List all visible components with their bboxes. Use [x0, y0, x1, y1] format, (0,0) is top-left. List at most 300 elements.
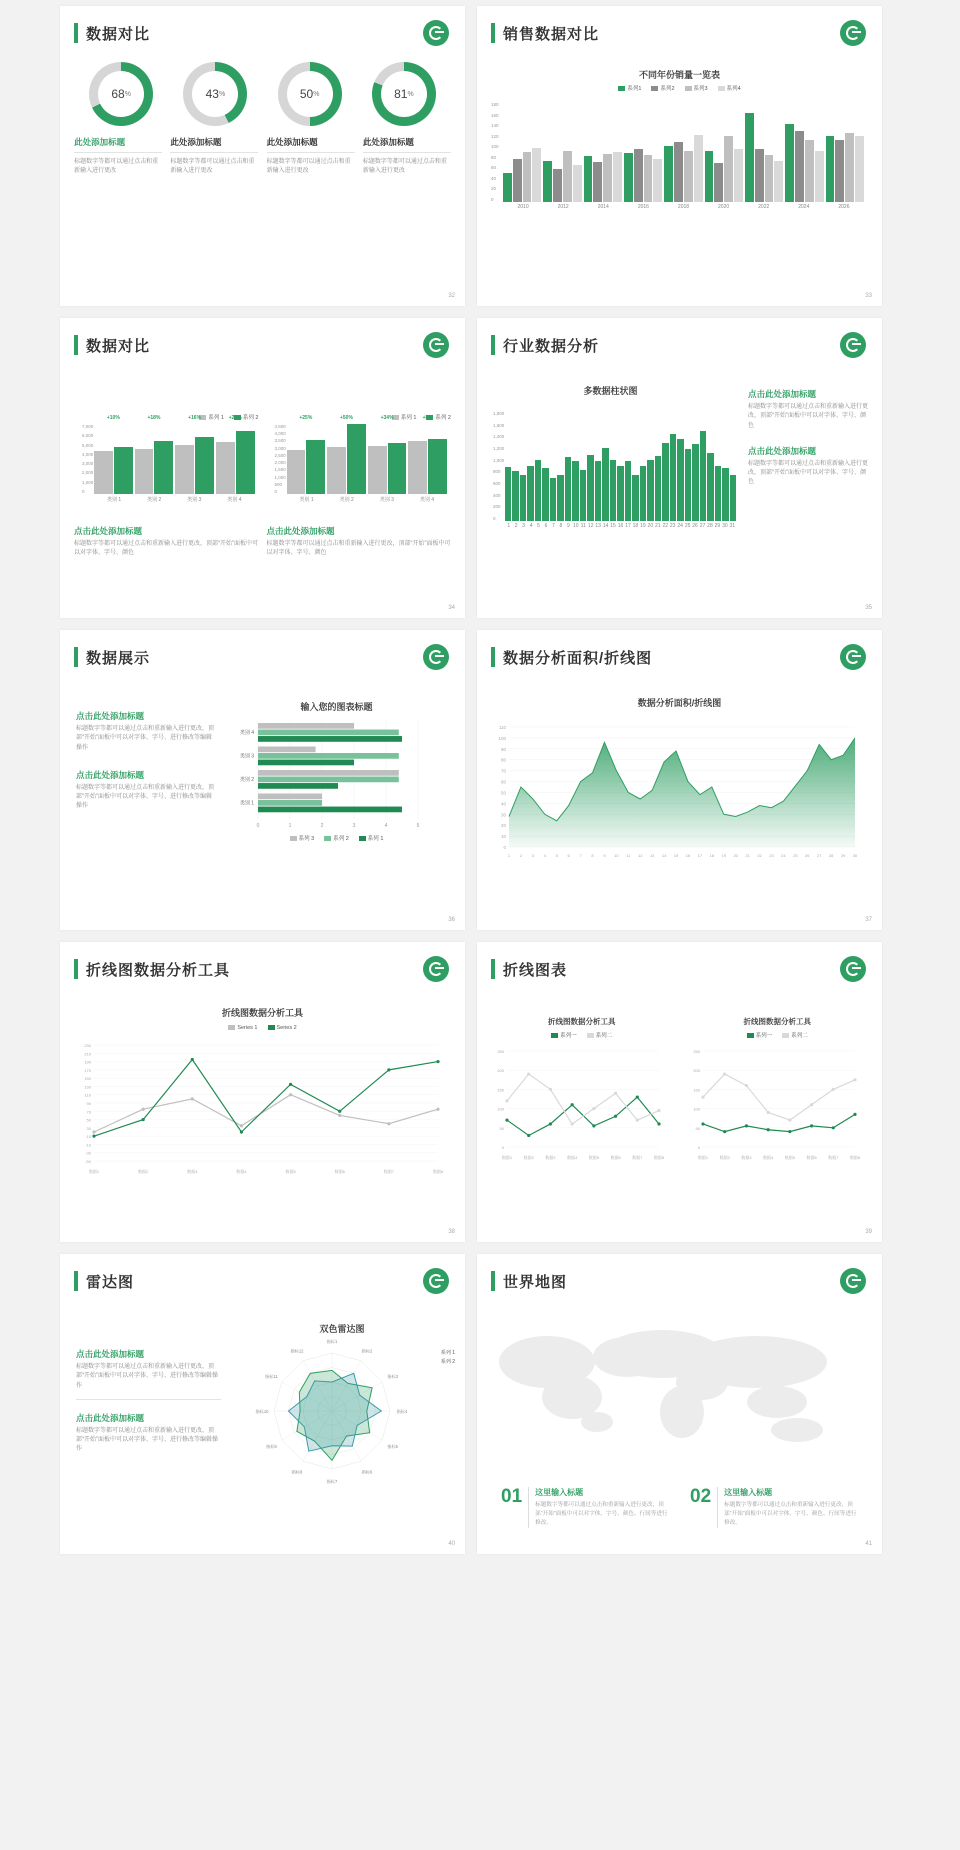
chart-legend [477, 84, 882, 92]
donut-value [98, 71, 144, 117]
content-row [60, 1322, 465, 1485]
bar [542, 468, 548, 521]
svg-text:70: 70 [500, 768, 506, 774]
bar [327, 447, 346, 494]
page-title: 雷达图 [86, 1273, 135, 1291]
donut-unit: % [218, 90, 226, 98]
svg-text:数据7: 数据7 [383, 1169, 394, 1174]
bar-chart [491, 102, 864, 210]
page-number: 41 [865, 1541, 872, 1547]
caption-block [76, 769, 216, 812]
title-accent-bar [491, 959, 495, 979]
x-tick: 2020 [718, 204, 730, 210]
svg-text:20: 20 [500, 823, 506, 829]
legend-item: 系列 1 [359, 834, 384, 842]
bar [523, 152, 532, 202]
bar [684, 151, 693, 202]
svg-text:20: 20 [733, 853, 738, 858]
bar [535, 460, 541, 521]
donut-unit: % [407, 90, 414, 98]
x-tick: 1 [507, 523, 511, 529]
x-tick: 16 [617, 523, 624, 529]
brand-logo-icon [840, 1268, 866, 1294]
delta-label: +50% [339, 415, 353, 421]
line-chart-right [683, 1016, 873, 1163]
chart-title: 折线图数据分析工具 [743, 1017, 811, 1026]
bar [625, 461, 631, 521]
bar [705, 151, 714, 202]
svg-text:8: 8 [591, 853, 594, 858]
bar [640, 466, 646, 521]
x-tick: 25 [684, 523, 691, 529]
page-number: 40 [448, 1541, 455, 1547]
donut-chart [372, 62, 436, 126]
legend-item: 系列 3 [290, 834, 315, 842]
bar [815, 151, 824, 202]
x-tick: 2022 [758, 204, 770, 210]
legend-item: 系列二 [782, 1031, 808, 1039]
svg-text:数据8: 数据8 [432, 1169, 444, 1174]
svg-text:100: 100 [498, 735, 506, 741]
svg-text:数据4: 数据4 [762, 1155, 773, 1160]
caption-heading: 点击此处添加标题 [748, 389, 817, 399]
bar-container [505, 411, 736, 521]
legend-item: 系列 1 [199, 413, 224, 421]
donut-value [287, 71, 333, 117]
svg-text:4: 4 [543, 853, 546, 858]
svg-text:10: 10 [500, 834, 506, 840]
donut-chart [278, 62, 342, 126]
caption-body: 标题数字等都可以通过点击和重新输入进行更改 [170, 159, 255, 174]
chart-title: 多数据柱状图 [583, 386, 638, 396]
x-tick: 2012 [557, 204, 569, 210]
side-captions [60, 1322, 227, 1485]
x-tick: 27 [699, 523, 706, 529]
svg-text:2: 2 [519, 853, 523, 858]
x-tick: 类别 3 [187, 497, 202, 503]
chart-area [224, 700, 465, 842]
bar-group [543, 102, 581, 202]
bar [527, 466, 533, 521]
chart-legend [441, 1349, 455, 1365]
x-tick: 类别 4 [227, 497, 242, 503]
map-item [690, 1487, 861, 1528]
map-svg [477, 1302, 882, 1482]
x-tick: 2014 [597, 204, 609, 210]
slide-sales-comparison [477, 6, 882, 306]
title-group [491, 335, 599, 356]
slide-header [60, 1254, 465, 1294]
page-number: 36 [448, 917, 455, 923]
bar-group [175, 415, 214, 494]
svg-text:11: 11 [626, 853, 631, 858]
slide-header [60, 942, 465, 982]
x-tick: 15 [610, 523, 616, 529]
svg-text:数据5: 数据5 [588, 1155, 599, 1160]
donut-number: 81 [394, 87, 408, 101]
item-text [717, 1487, 861, 1528]
chart-legend [683, 1031, 873, 1039]
x-tick: 5 [537, 523, 540, 529]
svg-text:50: 50 [500, 790, 506, 796]
bar [595, 461, 601, 521]
slide-header [477, 630, 882, 670]
svg-text:5: 5 [416, 823, 420, 829]
caption-block [267, 136, 355, 176]
svg-text:5: 5 [555, 853, 558, 858]
legend-item: 系列 2 [440, 1359, 455, 1365]
bar [532, 148, 541, 202]
x-tick: 2010 [517, 204, 529, 210]
x-tick: 2018 [677, 204, 690, 210]
bar [94, 451, 113, 494]
slide-world-map [477, 1254, 882, 1554]
svg-text:类别 1: 类别 1 [239, 800, 254, 807]
dual-chart-row [477, 1016, 882, 1163]
map-caption-row [501, 1487, 861, 1528]
svg-text:29: 29 [840, 853, 846, 858]
x-axis [503, 204, 864, 210]
svg-text:230: 230 [84, 1043, 91, 1048]
bar [587, 455, 593, 521]
page-title: 数据对比 [86, 25, 151, 43]
bar-group [94, 415, 133, 494]
item-text [528, 1487, 672, 1528]
slide-header [60, 630, 465, 670]
page-title: 数据对比 [86, 337, 151, 355]
bar [503, 173, 512, 202]
caption-body: 标题数字等都可以通过点击和重新输入进行更改，顶部“开始”面板中可以对字体、字号、进行修改等编辑操作 [76, 1364, 218, 1389]
caption-body: 标题数字等都可以通过点击和重新输入进行更改，顶部“开始”面板中可以对字体、字号、颜色 [266, 541, 451, 557]
chart-area [477, 68, 882, 210]
title-group [491, 959, 567, 980]
svg-text:指标3: 指标3 [387, 1374, 398, 1379]
bar [573, 165, 582, 202]
svg-text:50: 50 [695, 1125, 700, 1131]
svg-text:200: 200 [497, 1068, 504, 1074]
caption-heading: 此处添加标题 [266, 137, 318, 147]
caption-body: 标题数字等都可以通过点击和重新输入进行更改 [362, 159, 447, 174]
divider [170, 152, 258, 153]
page-title: 数据展示 [86, 649, 151, 667]
caption-block [748, 445, 868, 488]
bar [755, 149, 764, 202]
svg-text:数据1: 数据1 [697, 1155, 708, 1160]
title-group [491, 23, 599, 44]
bar [730, 475, 736, 521]
line-svg [74, 1037, 444, 1177]
caption-heading: 此处添加标题 [362, 137, 414, 147]
svg-text:数据4: 数据4 [567, 1155, 578, 1160]
x-tick: 类别 4 [419, 497, 435, 503]
caption-body: 标题数字等都可以通过点击和重新输入进行更改，顶部“开始”面板中可以对字体、字号、颜色 [748, 404, 869, 429]
bar-group [745, 102, 783, 202]
svg-text:数据7: 数据7 [632, 1155, 643, 1160]
radar-svg [227, 1335, 457, 1485]
caption-body: 标题数字等都可以通过点击和重新输入进行更改，顶部“开始”面板中可以对字体、字号、进行修改等编辑操作 [76, 726, 215, 751]
x-tick: 7 [552, 523, 555, 529]
bar [236, 431, 255, 495]
svg-text:40: 40 [500, 801, 506, 807]
bar [855, 136, 864, 202]
svg-text:指标10: 指标10 [255, 1409, 269, 1414]
bar [774, 161, 783, 202]
bar [795, 131, 804, 202]
bar [632, 475, 638, 521]
legend-item: 系列3 [685, 84, 708, 92]
x-tick: 10 [573, 523, 579, 529]
x-tick: 22 [662, 523, 669, 529]
bar [745, 113, 754, 202]
bar-group [503, 102, 541, 202]
line-chart [683, 1043, 873, 1163]
bar [617, 466, 623, 521]
svg-text:指标8: 指标8 [291, 1469, 303, 1475]
svg-text:数据8: 数据8 [849, 1155, 860, 1160]
svg-text:150: 150 [497, 1087, 504, 1093]
x-tick: 类别 2 [147, 497, 162, 503]
brand-logo-icon [840, 20, 866, 46]
svg-text:130: 130 [84, 1084, 91, 1090]
bar [563, 151, 572, 202]
caption-block [267, 525, 452, 559]
svg-text:28: 28 [828, 853, 834, 858]
svg-text:6: 6 [567, 853, 570, 858]
legend-item: 系列2 [651, 84, 674, 92]
horizontal-bar-chart [224, 721, 449, 831]
radar-wrap [227, 1335, 457, 1485]
bar-group [705, 102, 743, 202]
caption-heading: 点击此处添加标题 [76, 711, 145, 721]
caption-heading: 此处添加标题 [74, 137, 126, 147]
caption-heading: 点击此处添加标题 [266, 526, 335, 536]
bar [513, 159, 522, 202]
x-tick: 类别 1 [299, 497, 314, 503]
svg-text:14: 14 [661, 853, 667, 858]
x-tick: 9 [566, 523, 570, 529]
legend-item: 系列4 [718, 84, 741, 92]
divider [267, 152, 355, 153]
bar [553, 169, 562, 202]
page-number: 35 [865, 605, 872, 611]
radar-chart [227, 1335, 457, 1485]
bar [624, 153, 633, 202]
slide-header [477, 6, 882, 46]
bar [677, 439, 683, 521]
legend-item: 系列 1 [392, 413, 417, 421]
bar-group [624, 102, 662, 202]
slide-line-charts [477, 942, 882, 1242]
title-accent-bar [74, 23, 78, 43]
bar [715, 466, 721, 521]
bar [368, 446, 387, 494]
x-tick: 2026 [838, 204, 850, 210]
donut-value [381, 71, 427, 117]
chart-legend [60, 1025, 465, 1031]
page-number: 38 [448, 1229, 455, 1235]
x-tick: 2016 [637, 204, 649, 210]
title-group [74, 335, 150, 356]
item-heading: 这里输入标题 [724, 1488, 773, 1498]
svg-text:10: 10 [614, 853, 619, 858]
bar [647, 460, 653, 521]
title-accent-bar [491, 23, 495, 43]
legend-item: Series 2 [268, 1025, 297, 1031]
area-svg [491, 721, 861, 861]
bar [347, 424, 366, 494]
svg-text:-10: -10 [85, 1142, 91, 1148]
x-tick: 23 [669, 523, 676, 529]
bar [805, 140, 814, 202]
svg-text:12: 12 [638, 853, 643, 858]
svg-text:27: 27 [816, 853, 822, 858]
bar [603, 154, 612, 202]
delta-label: +18% [147, 415, 161, 421]
svg-text:30: 30 [852, 853, 858, 858]
donut-chart [89, 62, 153, 126]
bar [707, 453, 713, 521]
x-tick: 6 [544, 523, 548, 529]
brand-logo-icon [423, 644, 449, 670]
bar [644, 155, 653, 202]
world-map-graphic [477, 1302, 882, 1482]
bar [584, 156, 593, 202]
bar [287, 450, 306, 494]
svg-text:指标4: 指标4 [396, 1409, 408, 1414]
bar [216, 442, 235, 494]
title-group [74, 1271, 134, 1292]
legend-item: 系列 2 [324, 834, 349, 842]
svg-text:指标5: 指标5 [387, 1444, 398, 1449]
x-tick: 4 [529, 523, 533, 529]
svg-text:数据5: 数据5 [285, 1169, 296, 1174]
donut-chart [183, 62, 247, 126]
dual-chart-row [60, 404, 465, 503]
chart-title: 数据分析面积/折线图 [637, 698, 722, 708]
chart-area [477, 696, 882, 861]
svg-text:-30: -30 [85, 1150, 91, 1156]
svg-text:23: 23 [769, 853, 774, 858]
svg-text:数据3: 数据3 [545, 1155, 556, 1160]
bar [734, 149, 743, 202]
bar [114, 447, 133, 494]
caption-block [74, 136, 162, 176]
caption-heading: 点击此处添加标题 [76, 1412, 145, 1423]
svg-text:21: 21 [745, 853, 750, 858]
growth-chart-left [74, 410, 259, 503]
x-tick: 30 [722, 523, 728, 529]
svg-text:1: 1 [288, 823, 292, 829]
slide-header [477, 1254, 882, 1294]
title-accent-bar [74, 959, 78, 979]
donut-value [192, 71, 238, 117]
chart-legend [224, 834, 449, 842]
bar [520, 475, 526, 521]
svg-text:3: 3 [352, 823, 356, 829]
page-number: 37 [865, 917, 872, 923]
slide-header [477, 942, 882, 982]
divider [74, 152, 162, 153]
page-title: 数据分析面积/折线图 [503, 649, 653, 667]
svg-text:数据6: 数据6 [334, 1169, 345, 1174]
caption-body: 标题数字等都可以通过点击和重新输入进行更改，顶部“开始”面板中可以对字体、字号、进行修改等编辑操作 [76, 784, 215, 810]
legend-item: 系列 2 [234, 413, 259, 421]
brand-logo-icon [840, 332, 866, 358]
item-heading: 这里输入标题 [535, 1488, 584, 1498]
x-axis [505, 523, 736, 529]
svg-text:19: 19 [721, 853, 726, 858]
donut-unit: % [313, 90, 320, 98]
page-number: 32 [448, 293, 455, 299]
donut-number: 68 [111, 87, 125, 101]
title-group [491, 647, 652, 668]
content-row [60, 700, 465, 842]
x-tick: 26 [692, 523, 698, 529]
title-accent-bar [74, 335, 78, 355]
x-tick: 类别 3 [379, 497, 394, 503]
caption-body: 标题数字等都可以通过点击和重新输入进行更改，顶部“开始”面板中可以对字体、字号、颜色 [74, 541, 258, 557]
svg-text:26: 26 [805, 853, 810, 858]
bar [714, 163, 723, 202]
slide-header [60, 6, 465, 46]
title-group [74, 959, 230, 980]
svg-text:1: 1 [507, 853, 511, 858]
slide-industry-analysis [477, 318, 882, 618]
brand-logo-icon [423, 1268, 449, 1294]
bar [602, 448, 608, 521]
bar [505, 467, 511, 521]
chart-legend [487, 1031, 677, 1039]
line-chart-left [487, 1016, 677, 1163]
bar-group [327, 415, 366, 494]
x-tick: 14 [602, 523, 609, 529]
slide-header [60, 318, 465, 358]
svg-text:指标9: 指标9 [266, 1444, 277, 1449]
svg-text:2: 2 [320, 823, 324, 829]
line-chart [74, 1037, 451, 1177]
x-axis [94, 496, 255, 503]
y-axis: 7,000 6,000 5,000 4,000 3,000 2,000 1,000 0 [82, 424, 94, 494]
bar [550, 478, 556, 521]
x-tick: 21 [655, 523, 661, 529]
svg-text:指标12: 指标12 [290, 1348, 304, 1354]
delta-label: +22% [228, 415, 242, 421]
svg-text:30: 30 [86, 1125, 91, 1131]
brand-logo-icon [840, 644, 866, 670]
x-tick: 类别 1 [106, 497, 122, 503]
y-axis: 180 160 140 120 100 80 60 40 20 0 [491, 102, 499, 202]
chart-title: 不同年份销量一览表 [638, 70, 720, 80]
bar [195, 437, 214, 494]
svg-text:16: 16 [685, 853, 691, 858]
item-body: 标题数字等都可以通过点击和重新输入进行更改，顶部“开始”面板中可以对字体、字号、颜色、行间等进行修改。 [535, 1502, 668, 1527]
svg-text:13: 13 [649, 853, 655, 858]
svg-text:100: 100 [692, 1106, 700, 1112]
bar [565, 457, 571, 521]
x-tick: 13 [595, 523, 601, 529]
x-tick: 24 [677, 523, 683, 529]
x-tick: 2 [514, 523, 518, 529]
page-title: 折线图数据分析工具 [86, 961, 231, 979]
legend-item: 系列一 [551, 1031, 577, 1039]
x-tick: 20 [647, 523, 654, 529]
svg-text:110: 110 [498, 725, 506, 730]
legend-item: 系列一 [747, 1031, 773, 1039]
chart-area [227, 1322, 465, 1485]
svg-text:指标6: 指标6 [361, 1469, 373, 1475]
slide-header [477, 318, 882, 358]
hbar-svg [224, 721, 424, 831]
